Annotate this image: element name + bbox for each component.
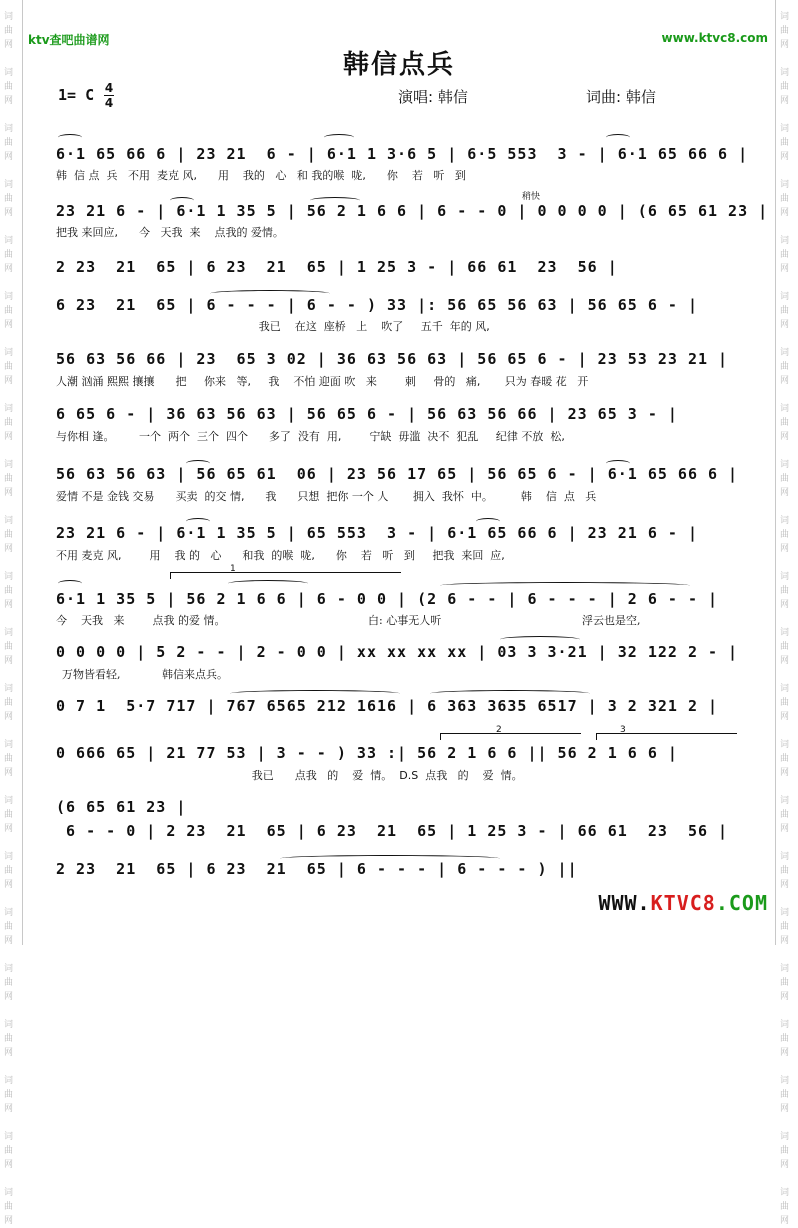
notation-row-3: 2 23 21 65 | 6 23 21 65 | 1 25 3 - | 66 61 23 56 | — [56, 258, 618, 276]
notation-row-5: 56 63 56 66 | 23 65 3 02 | 36 63 56 63 | 56 65 6 - | 23 53 23 21 | — [56, 350, 729, 368]
slur — [430, 690, 590, 697]
slur — [58, 580, 82, 587]
lyrics-row-5: 人潮 汹涌 熙熙 攘攘 把 你来 等, 我 不怕 迎面 吹 来 刺 骨的 痛, 只为 春暖 花 开 — [56, 375, 589, 388]
tempo-marking: 稍快 — [522, 192, 541, 202]
lyrics-row-9: 今 天我 来 点我 的爱 情。 — [56, 614, 226, 627]
lyrics-row-7: 爱情 不是 金钱 交易 买卖 的交 情, 我 只想 把你 一个 人 拥入 我怀 中。 韩 信 点 兵 — [56, 490, 597, 503]
key-signature: 1= C — [58, 86, 95, 104]
time-signature-denominator: 4 — [104, 96, 114, 110]
lyrics-row-4: 我已 在这 座桥 上 吹了 五千 年的 风, — [56, 320, 490, 333]
notation-row-9: 6·1 1 35 5 | 56 2 1 6 6 | 6 - 0 0 | (2 6 - - | 6 - - - | 2 6 - - | — [56, 590, 719, 608]
notation-row-4: 6 23 21 65 | 6 - - - | 6 - - ) 33 |: 56 65 56 63 | 56 65 6 - | — [56, 296, 698, 314]
notation-row-6: 6 65 6 - | 36 63 56 63 | 56 65 6 - | 56 63 56 66 | 23 65 3 - | — [56, 405, 678, 423]
notation-row-10: 0 0 0 0 | 5 2 - - | 2 - 0 0 | xx xx xx xx | 03 3 3·21 | 32 122 2 - | — [56, 643, 739, 661]
slur — [324, 134, 354, 141]
volta-2-bracket — [440, 733, 581, 740]
song-title: 韩信点兵 — [342, 50, 455, 80]
volta-3-number: 3 — [620, 725, 626, 735]
singer-credit: 演唱: 韩信 — [398, 88, 468, 106]
footer-watermark: WWW.KTVC8.COM — [598, 891, 768, 915]
volta-2-number: 2 — [496, 725, 502, 735]
time-signature-numerator: 4 — [104, 81, 114, 95]
spoken-line-3: 万物皆看轻, — [62, 668, 121, 681]
lyrics-row-8: 不用 麦克 风, 用 我 的 心 和我 的喉 咙, 你 若 听 到 把我 来回 应, — [56, 549, 505, 562]
slur — [228, 580, 308, 587]
left-margin-rule — [22, 0, 23, 945]
notation-row-14: 6 - - 0 | 2 23 21 65 | 6 23 21 65 | 1 25 3 - | 66 61 23 56 | — [56, 822, 729, 840]
slur — [58, 134, 82, 141]
volta-1-number: 1 — [230, 564, 236, 574]
spoken-line-1: 白: 心事无人听 — [368, 614, 442, 627]
spoken-line-4: 韩信来点兵。 — [162, 668, 228, 681]
slur — [230, 690, 400, 697]
lyrics-row-6: 与你相 逢。 一个 两个 三个 四个 多了 没有 用, 宁缺 毋滥 决不 犯乱 纪律 不放 松, — [56, 430, 565, 443]
time-signature — [104, 82, 114, 109]
site-watermark-right: www.ktvc8.com — [661, 31, 768, 45]
notation-row-7: 56 63 56 63 | 56 65 61 06 | 23 56 17 65 | 56 65 6 - | 6·1 65 66 6 | — [56, 465, 739, 483]
spoken-line-2: 浮云也是空, — [582, 614, 641, 627]
slur — [606, 134, 630, 141]
notation-row-15: 2 23 21 65 | 6 23 21 65 | 6 - - - | 6 - - - ) || — [56, 860, 578, 878]
notation-row-8: 23 21 6 - | 6·1 1 35 5 | 65 553 3 - | 6·1 65 66 6 | 23 21 6 - | — [56, 524, 698, 542]
notation-row-13: (6 65 61 23 | — [56, 798, 187, 816]
volta-1-bracket — [170, 572, 401, 579]
lyrics-row-2: 把我 来回应, 今 天我 来 点我的 爱情。 — [56, 226, 284, 239]
slur — [500, 636, 580, 643]
volta-3-bracket — [596, 733, 737, 740]
side-watermark-left: 词 曲 网 词 曲 网 词 曲 网 词 曲 网 词 曲 网 词 曲 网 词 曲 网 词 曲 网 词 曲 网 词 曲 网 词 曲 网 词 曲 网 词 曲 网 词 曲 网 词 曲 网 词 曲 网 词 曲 网 词 曲 网 词 曲 网 词 曲 网 词 曲 网 词 曲 网 — [4, 12, 14, 1226]
site-watermark-left: ktv查吧曲谱网 — [28, 33, 110, 47]
notation-row-1: 6·1 65 66 6 | 23 21 6 - | 6·1 1 3·6 5 | 6·5 553 3 - | 6·1 65 66 6 | — [56, 145, 749, 163]
side-watermark-right: 词 曲 网 词 曲 网 词 曲 网 词 曲 网 词 曲 网 词 曲 网 词 曲 网 词 曲 网 词 曲 网 词 曲 网 词 曲 网 词 曲 网 词 曲 网 词 曲 网 词 曲 网 词 曲 网 词 曲 网 词 曲 网 词 曲 网 词 曲 网 词 曲 网 词 曲 网 — [780, 12, 790, 1226]
lyrics-row-12: 我已 点我 的 爱 情。 D.S 点我 的 爱 情。 — [56, 769, 523, 782]
notation-row-11: 0 7 1 5·7 717 | 767 6565 212 1616 | 6 363 3635 6517 | 3 2 321 2 | — [56, 697, 719, 715]
right-margin-rule — [775, 0, 776, 945]
lyrics-row-1: 韩 信 点 兵 不用 麦克 风, 用 我的 心 和 我的喉 咙, 你 若 听 到 — [56, 169, 466, 182]
notation-row-2: 23 21 6 - | 6·1 1 35 5 | 56 2 1 6 6 | 6 - - 0 | 0 0 0 0 | (6 65 61 23 | — [56, 202, 769, 220]
slur — [440, 582, 690, 589]
composer-credit: 词曲: 韩信 — [586, 88, 656, 106]
notation-row-12: 0 666 65 | 21 77 53 | 3 - - ) 33 :| 56 2 1 6 6 || 56 2 1 6 6 | — [56, 744, 678, 762]
